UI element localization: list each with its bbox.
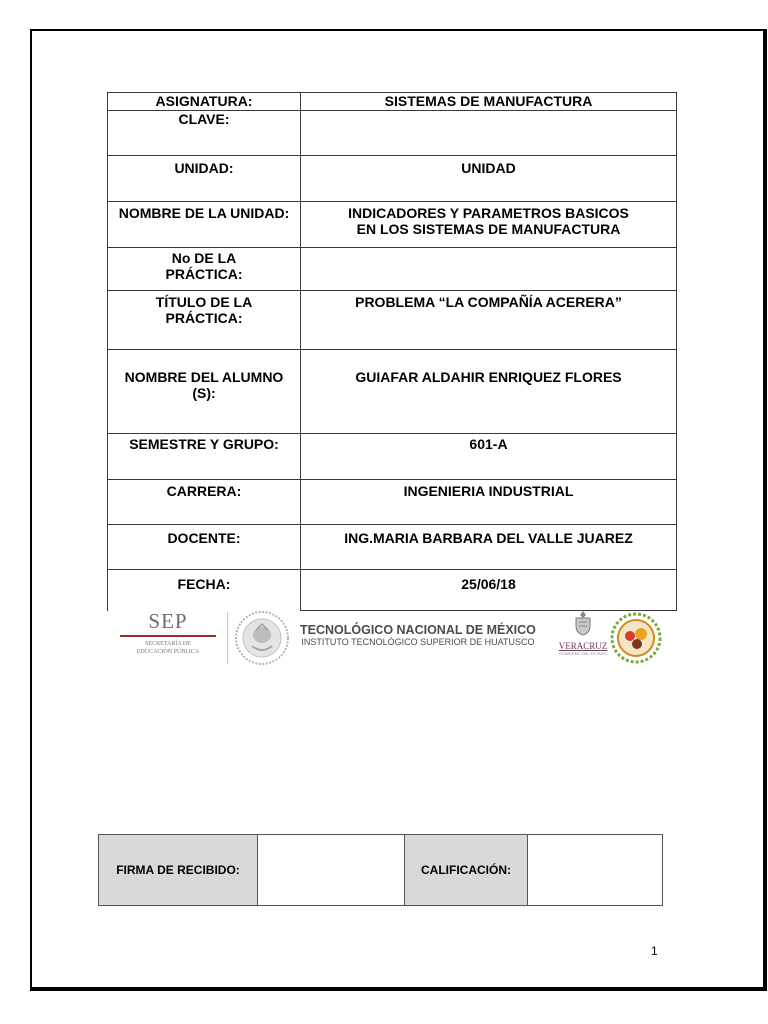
row-label: NOMBRE DE LA UNIDAD: [108, 202, 301, 248]
logo-divider [227, 612, 228, 664]
table-row [108, 93, 677, 111]
table-row [108, 202, 677, 248]
row-label: No DE LA PRÁCTICA: [108, 248, 301, 291]
row-value: INDICADORES Y PARAMETROS BASICOS EN LOS SISTEMAS DE MANUFACTURA [301, 202, 677, 248]
row-value: ING.MARIA BARBARA DEL VALLE JUAREZ [301, 525, 677, 570]
table-row [108, 111, 677, 156]
row-label: NOMBRE DEL ALUMNO (S): [108, 350, 301, 434]
row-value: GUIAFAR ALDAHIR ENRIQUEZ FLORES [301, 350, 677, 434]
calificacion-label: CALIFICACIÓN: [405, 835, 528, 906]
table-row [108, 350, 677, 434]
row-label: UNIDAD: [108, 156, 301, 202]
sep-logo [112, 610, 224, 656]
row-label: SEMESTRE Y GRUPO: [108, 434, 301, 480]
table-row [108, 570, 677, 611]
tecnm-title: TECNOLÓGICO NACIONAL DE MÉXICO [300, 623, 536, 637]
row-value: UNIDAD [301, 156, 677, 202]
row-value: PROBLEMA “LA COMPAÑÍA ACERERA” [301, 291, 677, 350]
row-value: SISTEMAS DE MANUFACTURA [301, 93, 677, 111]
sep-accent-line [120, 635, 216, 637]
table-row [108, 248, 677, 291]
row-label: DOCENTE: [108, 525, 301, 570]
row-value: INGENIERIA INDUSTRIAL [301, 480, 677, 525]
table-row [108, 434, 677, 480]
signature-table [98, 834, 663, 906]
table-row [108, 525, 677, 570]
firma-field [258, 835, 405, 906]
veracruz-logo [556, 610, 610, 657]
table-row [108, 480, 677, 525]
logos-strip [112, 610, 668, 670]
row-label: TÍTULO DE LA PRÁCTICA: [108, 291, 301, 350]
sep-title: SEP [148, 609, 188, 633]
row-value [301, 111, 677, 156]
table-row [99, 835, 663, 906]
row-value: 601-A [301, 434, 677, 480]
calificacion-field [528, 835, 663, 906]
veracruz-text: VERACRUZ [558, 641, 608, 651]
national-seal-icon [234, 610, 290, 666]
sep-subtitle-1: SECRETARÍA DE [145, 641, 191, 647]
table-row [108, 291, 677, 350]
veracruz-crest-icon [573, 610, 593, 636]
row-label: CLAVE: [108, 111, 301, 156]
row-value: 25/06/18 [301, 570, 677, 611]
institute-logo-icon [610, 612, 662, 664]
tecnm-subtitle: INSTITUTO TECNOLÓGICO SUPERIOR DE HUATUSCO [301, 637, 535, 647]
sep-subtitle-2: EDUCACIÓN PÚBLICA [136, 649, 200, 655]
row-label: ASIGNATURA: [108, 93, 301, 111]
table-row [108, 156, 677, 202]
row-label: FECHA: [108, 570, 301, 611]
row-label: CARRERA: [108, 480, 301, 525]
row-value [301, 248, 677, 291]
firma-label: FIRMA DE RECIBIDO: [99, 835, 258, 906]
tecnm-logo [300, 623, 536, 648]
page-number: 1 [651, 944, 658, 958]
veracruz-subtitle: GOBIERNO DEL ESTADO [559, 651, 607, 656]
info-table [107, 92, 677, 611]
